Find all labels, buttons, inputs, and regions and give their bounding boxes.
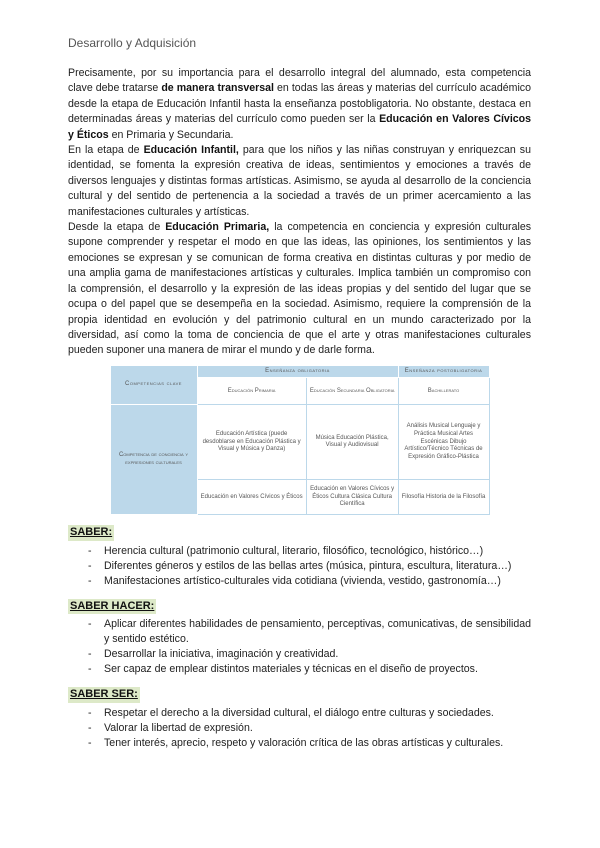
list-item: - Valorar la libertad de expresión. bbox=[68, 721, 531, 736]
th-bachillerato: Bachillerato bbox=[398, 378, 489, 405]
p3-text-c: la competencia en conciencia y expresión culturales supone comprender y respetar el modo en que las ideas, las opiniones, los sentimientos y las emociones se expresan y se comunican de forma creativa en distintas culturas y por medio de una amplia gama de manifestaciones artísticas y culturales. Implica también un compromiso con la comprensión, el desarrollo y la expresión de las ideas propias y del sentido del lugar que se ocupa o del papel que se desempeña en la sociedad. Asimismo, requiere la comprensión de la propia identidad en evolución y del patrimonio cultural en un mundo caracterizado por la diversidad, así como la toma de conciencia de que el arte y otras manifestaciones culturales pueden suponer una manera de mirar el mundo y de darle forma. bbox=[68, 221, 532, 357]
td-r2-bachillerato: Filosofía Historia de la Filosofía bbox=[398, 480, 489, 515]
paragraph-3 bbox=[68, 220, 531, 359]
th-secundaria: Educación Secundaria Obligatoria bbox=[306, 378, 398, 405]
td-r1-bachillerato: Análisis Musical Lenguaje y Práctica Musical Artes Escénicas Dibujo Artístico/Técnico Técnicas de Expresión Gráfico-Plástica bbox=[398, 405, 489, 480]
saber-list bbox=[68, 544, 531, 589]
saber-title: SABER: bbox=[68, 525, 114, 540]
td-r1-secundaria: Música Educación Plástica, Visual y Audiovisual bbox=[306, 405, 398, 480]
th-obligatoria: Enseñanza obligatoria bbox=[197, 365, 398, 378]
saber-ser-list bbox=[68, 706, 531, 751]
document-body bbox=[68, 66, 531, 751]
saber-ser-title: SABER SER: bbox=[68, 687, 140, 702]
td-r1-primaria: Educación Artística (puede desdoblarse en Educación Plástica y Visual y Música y Danza) bbox=[197, 405, 306, 480]
p1-text-e: en Primaria y Secundaria. bbox=[108, 128, 234, 141]
competencias-table bbox=[110, 365, 490, 516]
td-competencia: Competencia de conciencia y expresiones culturales bbox=[110, 405, 197, 515]
p3-text-a: Desde la etapa de bbox=[68, 221, 166, 234]
p1-text-a: Precisamente, por su importancia para el desarrollo integral del alumnado, esta competencia clave debe tratarse bbox=[68, 67, 531, 95]
p1-bold-d: Educación en Valores Cívicos y Éticos bbox=[68, 113, 532, 141]
p2-text-c: para que los niños y las niñas construyan y enriquezcan su identidad, se fomenta la expresión creativa de ideas, sentimientos y emociones a través de diversos lenguajes y distintas formas artísticas. Asimismo, se ayuda al desarrollo de la conciencia cultural y del sentido de pertenencia a la sociedad a través de un primer acercamiento a las manifestaciones culturales y artísticas. bbox=[68, 144, 531, 218]
p1-bold-b: de manera transversal bbox=[161, 82, 274, 95]
p3-bold-b: Educación Primaria, bbox=[165, 221, 270, 234]
paragraph-1 bbox=[68, 66, 531, 143]
list-item: - Ser capaz de emplear distintos materiales y técnicas en el diseño de proyectos. bbox=[68, 662, 531, 677]
list-item: - Respetar el derecho a la diversidad cultural, el diálogo entre culturas y sociedades. bbox=[68, 706, 531, 721]
saber-hacer-list bbox=[68, 617, 531, 677]
th-postobligatoria: Enseñanza postobligatoria bbox=[398, 365, 489, 378]
list-item: - Manifestaciones artístico-culturales vida cotidiana (vivienda, vestido, gastronomía…) bbox=[68, 574, 531, 589]
paragraph-2 bbox=[68, 143, 531, 220]
th-primaria: Educación Primaria bbox=[197, 378, 306, 405]
list-item: - Aplicar diferentes habilidades de pensamiento, perceptivas, comunicativas, de sensibilidad y sentido estético. bbox=[68, 617, 531, 647]
saber-hacer-section bbox=[68, 599, 531, 677]
list-item: - Diferentes géneros y estilos de las bellas artes (música, pintura, escultura, literatura…) bbox=[68, 559, 531, 574]
list-item: - Desarrollar la iniciativa, imaginación y creatividad. bbox=[68, 647, 531, 662]
saber-section bbox=[68, 525, 531, 588]
list-item: - Tener interés, aprecio, respeto y valoración crítica de las obras artísticas y culturales. bbox=[68, 736, 531, 751]
saber-ser-section bbox=[68, 687, 531, 750]
td-r2-secundaria: Educación en Valores Cívicos y Éticos Cultura Clásica Cultura Científica bbox=[306, 480, 398, 515]
list-item: - Herencia cultural (patrimonio cultural, literario, filosófico, tecnológico, histórico…) bbox=[68, 544, 531, 559]
saber-hacer-title: SABER HACER: bbox=[68, 599, 156, 614]
p2-text-a: En la etapa de bbox=[68, 144, 144, 157]
p1-text-c: en todas las áreas y materias del currículo académico desde la etapa de Educación Infantil hasta la enseñanza postobligatoria. No obstante, destaca en determinadas áreas y materias del currículo como pueden ser la bbox=[68, 82, 531, 126]
th-competencias: Competencias clave bbox=[110, 365, 197, 405]
page-header: Desarrollo y Adquisición bbox=[68, 36, 197, 50]
p2-bold-b: Educación Infantil, bbox=[143, 144, 239, 157]
td-r2-primaria: Educación en Valores Cívicos y Éticos bbox=[197, 480, 306, 515]
